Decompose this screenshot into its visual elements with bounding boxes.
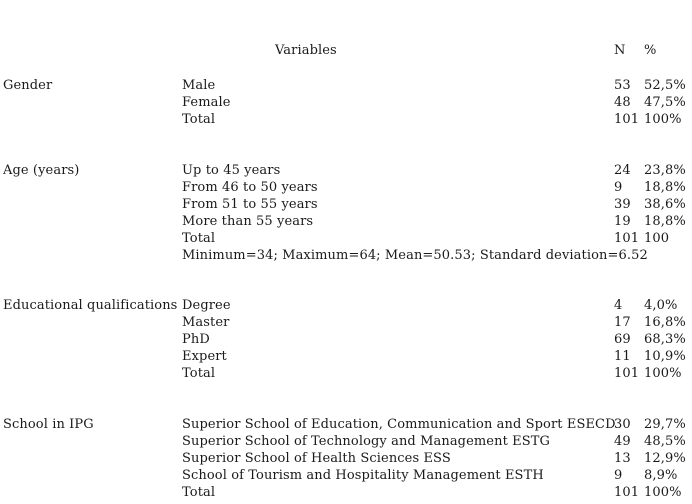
- header-pct: %: [644, 43, 657, 58]
- row-label: Up to 45 years: [182, 163, 281, 178]
- variable-education: Educational qualifications: [3, 298, 178, 313]
- row-pct: 38,6%: [644, 197, 686, 212]
- age-statistics-note: Minimum=34; Maximum=64; Mean=50.53; Standard deviation=6.52: [182, 248, 648, 263]
- header-variables: Variables: [275, 43, 337, 58]
- row-label: PhD: [182, 332, 210, 347]
- row-pct: 100%: [644, 366, 682, 381]
- row-pct: 52,5%: [644, 78, 686, 93]
- row-pct: 4,0%: [644, 298, 678, 313]
- row-n: 101: [614, 485, 640, 500]
- header-n: N: [614, 43, 626, 58]
- row-n: 9: [614, 180, 623, 195]
- row-label: Female: [182, 95, 231, 110]
- row-label: More than 55 years: [182, 214, 314, 229]
- row-label: From 51 to 55 years: [182, 197, 318, 212]
- row-n: 101: [614, 366, 640, 381]
- variable-gender: Gender: [3, 78, 53, 93]
- row-n: 4: [614, 298, 623, 313]
- row-pct: 100: [644, 231, 670, 246]
- row-n: 101: [614, 231, 640, 246]
- row-label: Superior School of Health Sciences ESS: [182, 451, 451, 466]
- row-label: Total: [182, 112, 216, 127]
- row-pct: 8,9%: [644, 468, 678, 483]
- row-n: 49: [614, 434, 631, 449]
- row-pct: 100%: [644, 112, 682, 127]
- row-pct: 68,3%: [644, 332, 686, 347]
- variable-age: Age (years): [3, 163, 80, 178]
- row-pct: 10,9%: [644, 349, 686, 364]
- row-n: 69: [614, 332, 631, 347]
- row-n: 13: [614, 451, 631, 466]
- row-label: Male: [182, 78, 216, 93]
- row-label: Degree: [182, 298, 231, 313]
- row-pct: 48,5%: [644, 434, 686, 449]
- row-label: Total: [182, 231, 216, 246]
- row-label: Expert: [182, 349, 227, 364]
- row-label: Master: [182, 315, 230, 330]
- variable-school: School in IPG: [3, 417, 94, 432]
- row-pct: 29,7%: [644, 417, 686, 432]
- row-pct: 16,8%: [644, 315, 686, 330]
- row-n: 48: [614, 95, 631, 110]
- row-label: School of Tourism and Hospitality Management ESTH: [182, 468, 544, 483]
- row-pct: 100%: [644, 485, 682, 500]
- row-n: 53: [614, 78, 631, 93]
- row-pct: 12,9%: [644, 451, 686, 466]
- row-n: 19: [614, 214, 631, 229]
- row-label: Superior School of Education, Communication and Sport ESECD: [182, 417, 616, 432]
- row-n: 9: [614, 468, 623, 483]
- row-pct: 47,5%: [644, 95, 686, 110]
- row-n: 17: [614, 315, 631, 330]
- row-label: Total: [182, 485, 216, 500]
- row-label: From 46 to 50 years: [182, 180, 318, 195]
- row-n: 30: [614, 417, 631, 432]
- row-n: 24: [614, 163, 631, 178]
- row-label: Superior School of Technology and Management ESTG: [182, 434, 550, 449]
- row-pct: 18,8%: [644, 180, 686, 195]
- row-label: Total: [182, 366, 216, 381]
- row-pct: 18,8%: [644, 214, 686, 229]
- row-pct: 23,8%: [644, 163, 686, 178]
- row-n: 11: [614, 349, 631, 364]
- row-n: 39: [614, 197, 631, 212]
- row-n: 101: [614, 112, 640, 127]
